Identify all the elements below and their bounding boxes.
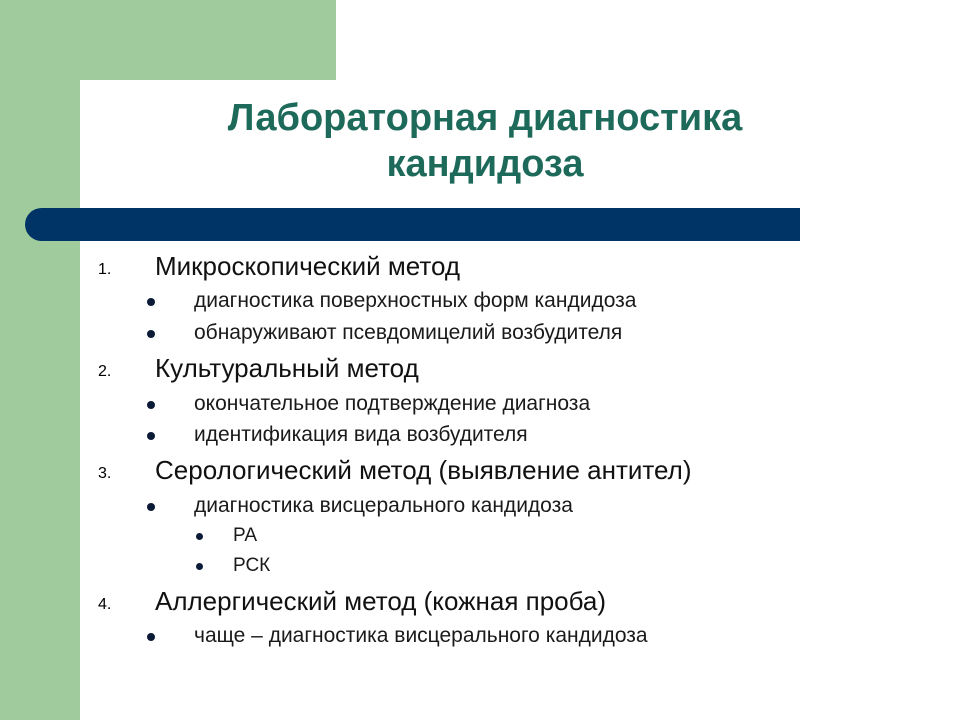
- sub-item: диагностика поверхностных форм кандидоза: [194, 289, 637, 312]
- sub-item: диагностика висцерального кандидоза: [194, 494, 573, 517]
- green-left-bar: [0, 0, 80, 720]
- list-item: Микроскопический метод: [155, 251, 461, 281]
- bullet-icon: [147, 298, 155, 306]
- sub-sub-item: РСК: [233, 555, 271, 576]
- bullet-icon: [147, 432, 155, 440]
- title-line-1: Лабораторная диагностика: [227, 97, 743, 139]
- list-item: Культуральный метод: [155, 353, 419, 383]
- sub-item: идентификация вида возбудителя: [194, 423, 528, 446]
- bullet-icon: [196, 533, 203, 540]
- sub-item: окончательное подтверждение диагноза: [194, 392, 591, 415]
- slide-title: [160, 95, 810, 187]
- bullet-icon: [147, 401, 155, 409]
- green-top-block: [80, 0, 336, 80]
- item-number: 1.: [98, 261, 112, 278]
- list-item: Серологический метод (выявление антител): [155, 455, 692, 485]
- title-line-2: кандидоза: [386, 143, 584, 185]
- bullet-icon: [147, 503, 155, 511]
- bullet-icon: [147, 330, 155, 338]
- item-number: 3.: [98, 465, 112, 482]
- sub-item: чаще – диагностика висцерального кандидоза: [194, 624, 648, 647]
- bullet-icon: [147, 633, 155, 641]
- sub-sub-item: РА: [233, 525, 258, 546]
- title-underline-bar: [25, 208, 800, 241]
- bullet-icon: [196, 563, 203, 570]
- sub-item: обнаруживают псевдомицелий возбудителя: [194, 321, 623, 344]
- list-item: Аллергический метод (кожная проба): [155, 586, 607, 616]
- item-number: 2.: [98, 363, 112, 380]
- item-number: 4.: [98, 596, 112, 613]
